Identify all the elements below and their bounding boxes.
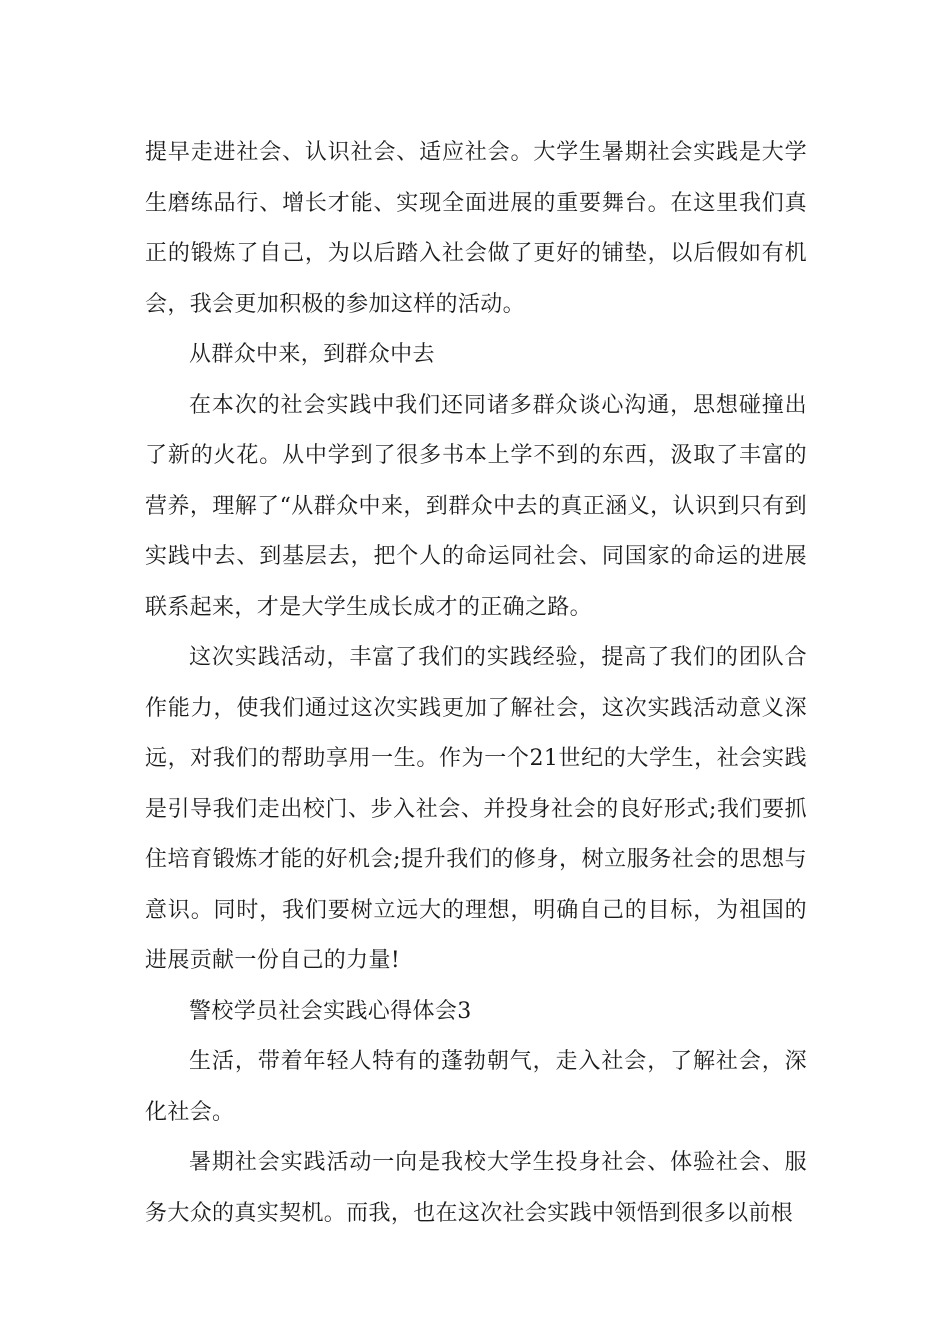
document-body (145, 128, 807, 1239)
paragraph-5: 暑期社会实践活动一向是我校大学生投身社会、体验社会、服务大众的真实契机。而我，也在这次社会实践中领悟到很多以前根 (145, 1150, 807, 1226)
paragraph-2: 在本次的社会实践中我们还同诸多群众谈心沟通，思想碰撞出了新的火花。从中学到了很多书本上学不到的东西，汲取了丰富的营养，理解了“从群众中来，到群众中去的真正涵义，认识到只有到实践中去、到基层去，把个人的命运同社会、同国家的命运的进展联系起来，才是大学生成长成才的正确之路。 (145, 392, 807, 620)
paragraph-1: 提早走进社会、认识社会、适应社会。大学生暑期社会实践是大学生磨练品行、增长才能、实现全面进展的重要舞台。在这里我们真正的锻炼了自己，为以后踏入社会做了更好的铺垫，以后假如有机会，我会更加积极的参加这样的活动。 (145, 140, 807, 317)
paragraph-3: 这次实践活动，丰富了我们的实践经验，提高了我们的团队合作能力，使我们通过这次实践更加了解社会，这次实践活动意义深远，对我们的帮助享用一生。作为一个21世纪的大学生，社会实践是引导我们走出校门、步入社会、并投身社会的良好形式;我们要抓住培育锻炼才能的好机会;提升我们的修身，树立服务社会的思想与意识。同时，我们要树立远大的理想，明确自己的目标，为祖国的进展贡献一份自己的力量! (145, 645, 807, 973)
section-heading-1: 从群众中来，到群众中去 (189, 342, 435, 367)
paragraph-4: 生活，带着年轻人特有的蓬勃朝气，走入社会，了解社会，深化社会。 (145, 1049, 807, 1125)
section-heading-2: 警校学员社会实践心得体会3 (189, 998, 472, 1024)
